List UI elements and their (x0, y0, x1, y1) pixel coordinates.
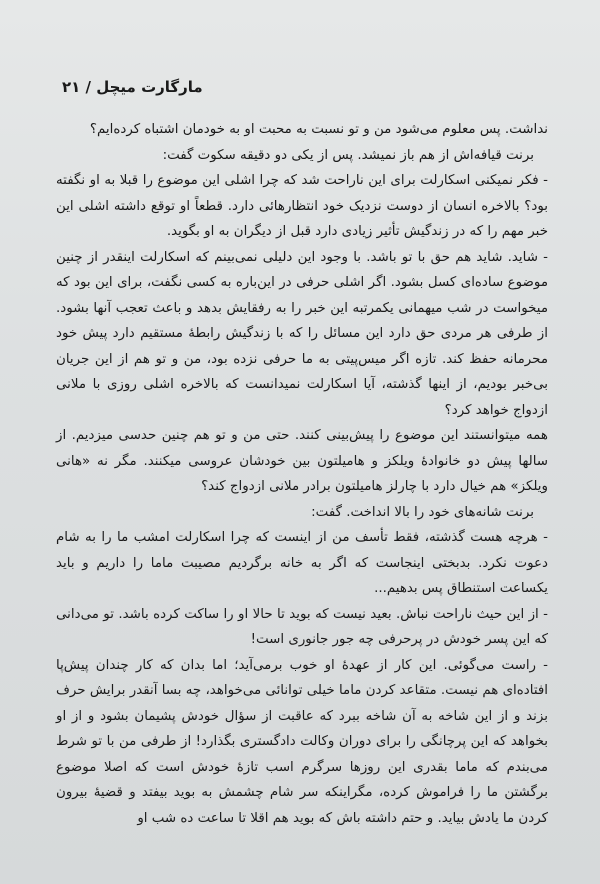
paragraph: - راست می‌گوئی. این کار از عهدهٔ او خوب برمی‌آید؛ اما بدان که کار چندان پیش‌پا افتاده‌ای هم نیست. متقاعد کردن ماما خیلی توانائی می‌خواهد، چه بسا آنقدر برایش حرف بزند و از این شاخه به آن شاخه ببرد که عاقبت از سؤال خودش پشیمان بشود و از او بخواهد که این پرچانگی را برای دوران وکالت دادگستری بگذارد! از طرفی من با تو شرط می‌بندم که ماما بقدری این روزها سرگرم اسب تازهٔ خودش است که اصلا موضوع برگشتن ما را فراموش کرده، مگراینکه سر شام چشمش به بوید بیفتد و قضیهٔ بیرون کردن ما یادش بیاید. و حتم داشته باش که بوید هم اقلا تا ساعت ده شب او (56, 657, 548, 826)
paragraph: برنت شانه‌های خود را بالا انداخت. گفت: (311, 504, 534, 520)
paragraph: همه میتوانستند این موضوع را پیش‌بینی کنند. حتی من و تو هم چنین حدسی میزدیم. از سالها پیش دو خانوادهٔ ویلکز و هامیلتون بین خودشان عروسی میکنند. مگر نه «هانی ویلکز» هم خیال دارد با چارلز هامیلتون برادر ملانی ازدواج کند؟ (56, 428, 548, 494)
paragraph: - فکر نمیکنی اسکارلت برای این ناراحت شد که چرا اشلی این موضوع را قبلا به او نگفته بود؟ بالاخره انسان از دوست نزدیک خود انتظارهائی دارد. قطعاً او توقع داشته اشلی این خبر مهم را که در زندگیش تأثیر زیادی دارد قبل از دیگران به او بگوید. (56, 173, 548, 239)
paragraph: برنت قیافه‌اش از هم باز نمیشد. پس از یکی دو دقیقه سکوت گفت: (162, 147, 534, 163)
running-head: مارگارت میچل / ۲۱ (62, 78, 203, 96)
body-text (56, 117, 548, 831)
paragraph: - شاید. شاید هم حق با تو باشد. با وجود این دلیلی نمی‌بینم که اسکارلت اینقدر از چنین موضوع ساده‌ای کسل بشود. اگر اشلی حرفی در این‌باره به کسی نگفت، برای این بود که میخواست در شب میهمانی یکمرتبه این خبر را به رفقایش بدهد و باعث تعجب آنها بشود. از طرفی هر مردی حق دارد این مسائل را که با زندگیش رابطهٔ مستقیم دارد پیش خود محرمانه حفظ کند. تازه اگر میس‌پیتی به ما حرفی نزده بود، من و تو هم از این جریان بی‌خبر بودیم، از اینها گذشته، آیا اسکارلت نمیدانست که بالاخره اشلی روزی با ملانی ازدواج خواهد کرد؟ (56, 249, 548, 418)
paragraph: - از این حیث ناراحت نباش. بعید نیست که بوید تا حالا او را ساکت کرده باشد. تو می‌دانی که این پسر خودش در پرحرفی چه جور جانوری است! (56, 606, 548, 647)
paragraph: - هرچه هست گذشته، فقط تأسف من از اینست که چرا اسکارلت امشب ما را به شام دعوت نکرد. بدبختی اینجاست که اگر به خانه برگردیم مصیبت ماما را داریم و باید یکساعت استنطاق پس بدهیم... (56, 530, 548, 596)
paragraph: نداشت. پس معلوم می‌شود من و تو نسبت به محبت او به خودمان اشتباه کرده‌ایم؟ (89, 122, 548, 137)
